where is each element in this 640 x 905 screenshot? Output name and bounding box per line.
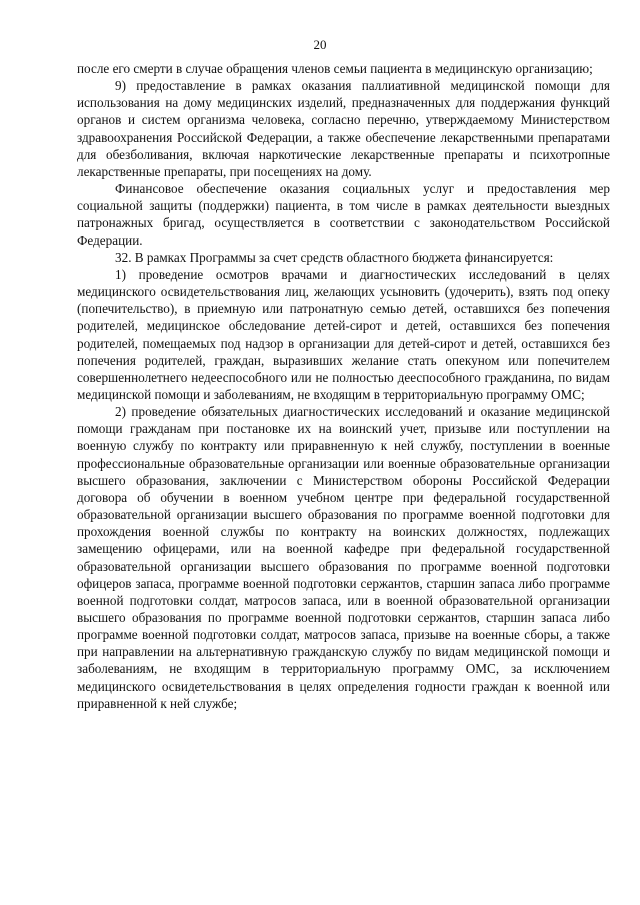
page-number: 20 — [313, 37, 327, 52]
document-body — [77, 60, 610, 712]
paragraph-item-1: 1) проведение осмотров врачами и диагностических исследований в целях медицинского освидетельствования лиц, желающих усыновить (удочерить), взять под опеку (попечительство), в приемную или патронатную семью детей, оставшихся без попечения родителей, медицинское обследование детей-сирот и детей, оставшихся без попечения родителей, помещаемых под надзор в организации для детей-сирот и детей, оставшихся без попечения родителей, граждан, выразивших желание стать опекуном или попечителем совершеннолетнего недееспособного или не полностью дееспособного гражданина, по видам медицинской помощи и заболеваниям, не входящим в территориальную программу ОМС; — [77, 266, 610, 402]
paragraph-item-9: 9) предоставление в рамках оказания паллиативной медицинской помощи для использования на дому медицинских изделий, предназначенных для поддержания функций органов и систем организма человека, согласно перечню, утверждаемому Министерством здравоохранения Российской Федерации, а также обеспечение лекарственными препаратами для обезболивания, включая наркотические лекарственные препараты и психотропные лекарственные препараты, при посещениях на дому. — [77, 78, 610, 179]
paragraph-financing: Финансовое обеспечение оказания социальных услуг и предоставления мер социальной защиты (поддержки) пациента, в том числе в рамках деятельности выездных патронажных бригад, осуществляется в соответствии с законодательством Российской Федерации. — [77, 181, 610, 248]
paragraph-continuation: после его смерти в случае обращения членов семьи пациента в медицинскую организацию; — [77, 61, 593, 76]
paragraph-item-2: 2) проведение обязательных диагностических исследований и оказание медицинской помощи гражданам при постановке их на воинский учет, призыве или поступлении на военную службу по контракту или приравненную к ней службу, поступлении в военные профессиональные образовательные организации или военные образовательные организации высшего образования, заключении с Министерством обороны Российской Федерации договора об обучении в военном учебном центре при федеральной государственной образовательной организации высшего образования по программе военной подготовки для прохождения военной службы по контракту на воинских должностях, подлежащих замещению офицерами, или на военной кафедре при федеральной государственной образовательной организации высшего образования по программе военной подготовки офицеров запаса, программе военной подготовки сержантов, старшин запаса либо программе военной подготовки солдат, матросов запаса, или в военной образовательной организации высшего образования по программе военной подготовки сержантов, старшин запаса либо программе военной подготовки солдат, матросов запаса, призыве на военные сборы, а также при направлении на альтернативную гражданскую службу по видам медицинской помощи и заболеваниям, не входящим в территориальную программу ОМС, за исключением медицинского освидетельствования в целях определения годности граждан к военной или приравненной к ней службе; — [77, 404, 610, 711]
paragraph-clause-32: 32. В рамках Программы за счет средств областного бюджета финансируется: — [115, 249, 554, 265]
